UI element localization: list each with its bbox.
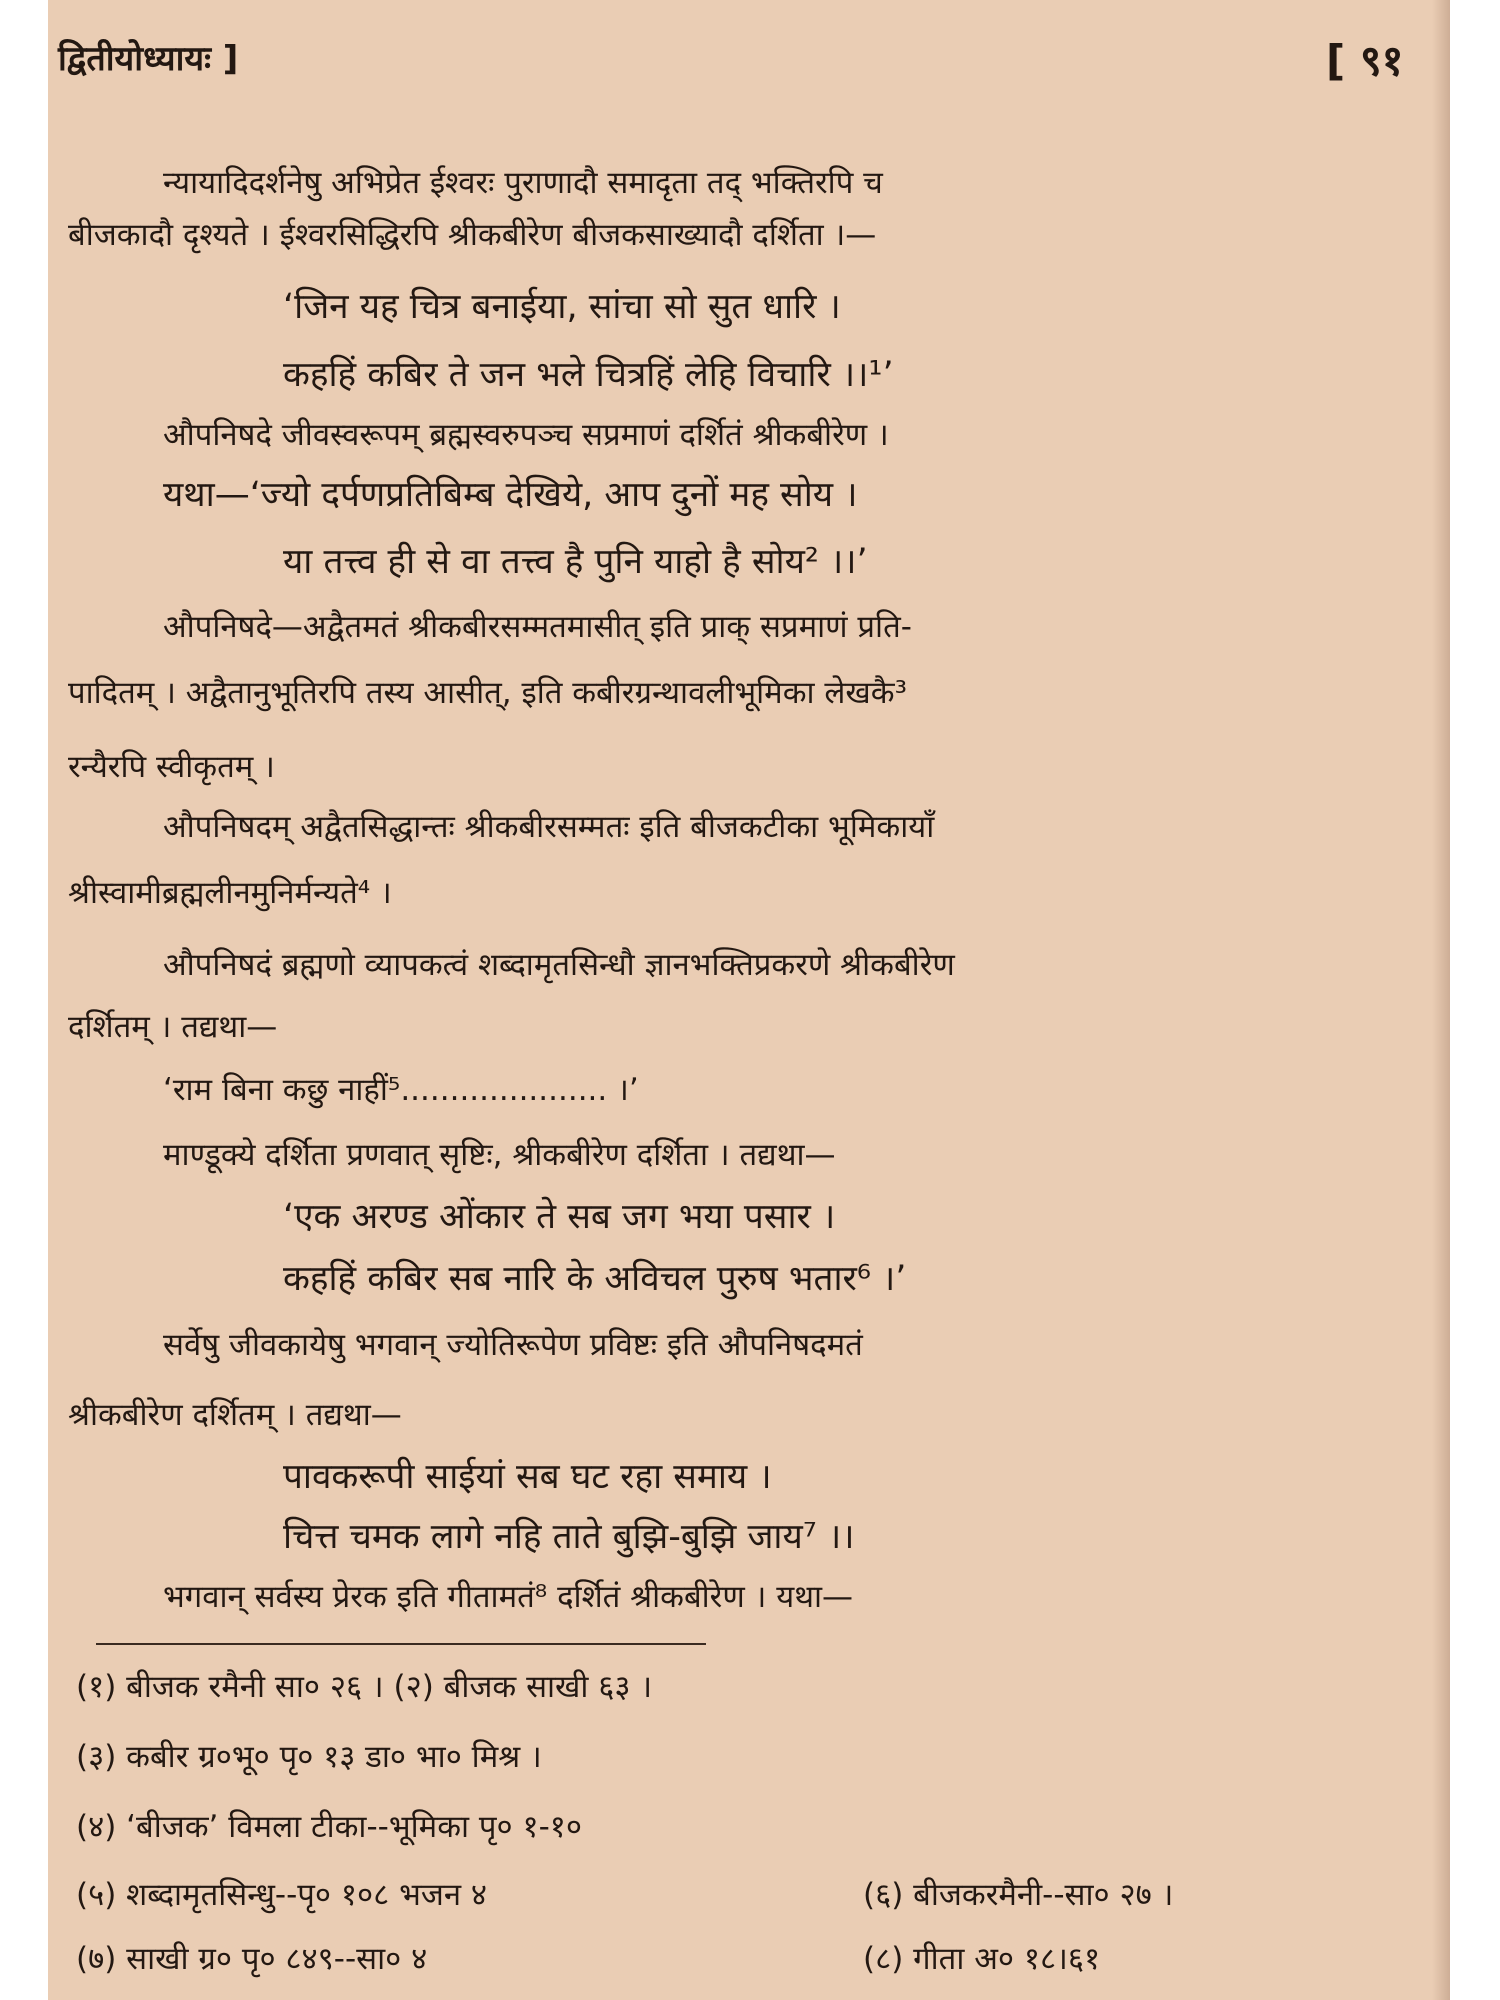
page-edge-shadow (1432, 0, 1450, 2000)
text-line: बीजकादौ दृश्यते । ईश्वरसिद्धिरपि श्रीकबीरेण बीजकसाख्यादौ दर्शिता ।— (68, 217, 877, 253)
text-line: भगवान् सर्वस्य प्रेरक इति गीतामतं⁸ दर्शितं श्रीकबीरेण । यथा— (163, 1579, 854, 1615)
book-page (48, 0, 1450, 2000)
page-number: [ ९१ (1326, 36, 1404, 85)
text-line: श्रीस्वामीब्रह्मलीनमुनिर्मन्यते⁴ । (68, 875, 392, 911)
text-line: श्रीकबीरेण दर्शितम् । तद्यथा— (68, 1397, 402, 1433)
text-line: औपनिषदं ब्रह्मणो व्यापकत्वं शब्दामृतसिन्धौ ज्ञानभक्तिप्रकरणे श्रीकबीरेण (163, 947, 955, 983)
verse-line: ‘एक अरण्ड ओंकार ते सब जग भया पसार । (283, 1197, 836, 1237)
footnote: (८) गीता अ० १८।६१ (863, 1941, 1101, 1977)
verse-line: कहहिं कबिर ते जन भले चित्रहिं लेहि विचारि ।।¹’ (283, 355, 894, 395)
footnote: (६) बीजकरमैनी--सा० २७ । (863, 1877, 1174, 1913)
text-line: औपनिषदम् अद्वैतसिद्धान्तः श्रीकबीरसम्मतः इति बीजकटीका भूमिकायाँ (163, 809, 935, 845)
text-line: दर्शितम् । तद्यथा— (68, 1009, 278, 1045)
verse-line: चित्त चमक लागे नहि ताते बुझि-बुझि जाय⁷ ।। (283, 1517, 855, 1557)
footnote: (४) ‘बीजक’ विमला टीका--भूमिका पृ० १-१० (76, 1809, 583, 1845)
text-line: पादितम् । अद्वैतानुभूतिरपि तस्य आसीत्, इति कबीरग्रन्थावलीभूमिका लेखकै³ (68, 675, 908, 711)
quote-line: ‘राम बिना कछु नाहीं⁵..................... ।’ (163, 1072, 639, 1108)
footnote: (१) बीजक रमैनी सा० २६ । (२) बीजक साखी ६३ । (76, 1669, 653, 1705)
verse-line: कहहिं कबिर सब नारि के अविचल पुरुष भतार⁶ ।’ (283, 1259, 907, 1299)
verse-line: पावकरूपी साईयां सब घट रहा समाय । (283, 1457, 772, 1497)
footnote: (५) शब्दामृतसिन्धु--पृ० १०८ भजन ४ (76, 1877, 488, 1913)
text-line: रन्यैरपि स्वीकृतम् । (68, 749, 275, 785)
verse-line: या तत्त्व ही से वा तत्त्व है पुनि याहो है सोय² ।।’ (283, 542, 868, 582)
footnote-rule (96, 1643, 706, 1645)
text-line: माण्डूक्ये दर्शिता प्रणवात् सृष्टिः, श्रीकबीरेण दर्शिता । तद्यथा— (163, 1137, 836, 1173)
running-title: द्वितीयोध्यायः ] (58, 39, 239, 79)
text-line: औपनिषदे—अद्वैतमतं श्रीकबीरसम्मतमासीत् इति प्राक् सप्रमाणं प्रति- (163, 609, 912, 645)
text-line: औपनिषदे जीवस्वरूपम् ब्रह्मस्वरुपञ्च सप्रमाणं दर्शितं श्रीकबीरेण । (163, 417, 889, 453)
verse-line: यथा—‘ज्यो दर्पणप्रतिबिम्ब देखिये, आप दुनों मह सोय । (163, 475, 858, 515)
verse-line: ‘जिन यह चित्र बनाईया, सांचा सो सुत धारि । (283, 287, 841, 327)
text-line: सर्वेषु जीवकायेषु भगवान् ज्योतिरूपेण प्रविष्टः इति औपनिषदमतं (163, 1327, 863, 1363)
footnote: (३) कबीर ग्र०भू० पृ० १३ डा० भा० मिश्र । (76, 1739, 542, 1775)
page (48, 0, 1450, 2000)
footnote: (७) साखी ग्र० पृ० ८४९--सा० ४ (76, 1941, 428, 1977)
text-line: न्यायादिदर्शनेषु अभिप्रेत ईश्वरः पुराणादौ समादृता तद् भक्तिरपि च (163, 165, 883, 201)
